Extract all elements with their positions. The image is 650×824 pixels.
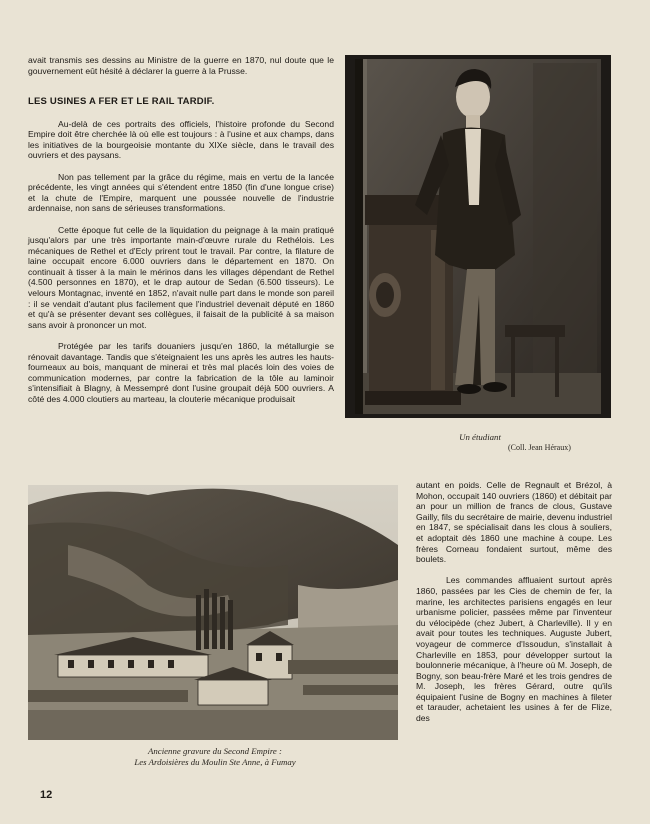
section-heading: LES USINES A FER ET LE RAIL TARDIF. [28,96,215,108]
student-caption: Un étudiant [459,432,501,442]
article-paragraph: autant en poids. Celle de Regnault et Brézol, à Mohon, occupait 140 ouvriers (1860) et débitait par an pour un million de francs de clous, Gustave Gailly, fils du secrétaire de mairie, devenu industriel en 1847, se spécialisait dans les clous à souliers, et adoptait dès 1860 une machine à coupe. Les frères Corneau fondaient surtout, même des boulets. [416,480,612,565]
student-photo-credit: (Coll. Jean Héraux) [508,443,571,452]
mill-caption-line-1: Ancienne gravure du Second Empire : [148,746,282,756]
article-paragraph: avait transmis ses dessins au Ministre de la guerre en 1870, nul doute que le gouvernement eût hésité à déclarer la guerre à la Prusse. [28,55,334,76]
article-paragraph: Protégée par les tarifs douaniers jusqu'en 1860, la métallurgie se rénovait davantage. Tandis que s'éteignaient les uns après les autres les hauts-fourneaux au bois, manquant de minerai et très mal placés loin des voies de communication modernes, par contre la fabrication de la tôle au laminoir s'intensifiait à Blagny, à Messempré dont l'usine groupait déjà 500 ouvriers. A côté des 4.000 cloutiers au marteau, la clouterie mécanique produisait [28,341,334,404]
article-paragraph: Les commandes affluaient surtout après 1860, passées par les Cies de chemin de fer, la marine, les architectes parisiens engagés en leur urbanisme policier, passées même par l'inventeur du vélocipède (chez Jubert, à Charleville). Il y en avait pour toutes les techniques. Auguste Jubert, voyageur de commerce d'Issoudun, s'installait à Charleville en 1853, pour développer surtout la boulonnerie mécanique, à l'heure où M. Joseph, de Bogny, son beau-frère Maré et les trois gendres de M. Joseph, les frères Gérard, outre qu'ils équipaient l'usine de Bogny en machines à fileter et tarauder, achetaient les usines à fer de Flize, des [416,575,612,724]
mill-caption-line-2: Les Ardoisières du Moulin Ste Anne, à Fumay [134,757,296,767]
mill-gravure-image [28,485,398,740]
article-paragraph: Cette époque fut celle de la liquidation du peignage à la main pratiqué jusqu'alors par une très importante main-d'œuvre rurale du Rethélois. Les mécaniques de Rethel et d'Ecly prirent tout le travail. Par contre, la filature de laine occupait encore 6.000 ouvriers dans le département en 1870. On continuait à tisser à la main le mérinos dans les villages dépendant de Rethel (4.500 personnes en 1870), et le drap autour de Sedan (6.500 tisseurs). Le velours Montagnac, inventé en 1852, n'avait nulle part dans le monde son pareil : il se vendait d'autant plus facilement que l'industriel devenait député en 1860 et qu'à se présenter devant ses collègues, il faisait de la publicité à sa maison sans avoir à prononcer un mot. [28,224,334,330]
article-paragraph: Au-delà de ces portraits des officiels, l'histoire profonde du Second Empire doit être cherchée là où elle est toujours : à l'usine et aux champs, dans les initiatives de la bourgeoisie montante du XIXe siècle, dans le travail des ouvriers et des paysans. [28,118,334,161]
student-portrait-photo [345,55,611,418]
mill-gravure-illustration [28,485,398,740]
article-paragraph: Non pas tellement par la grâce du régime, mais en vertu de la lancée précédente, les vingt années qui s'étendent entre 1850 (fin d'une longue crise) et la chute de l'Empire, marquent une poussée nouvelle de l'industrie ardennaise, non sans de sérieuses transformations. [28,171,334,214]
article-right-column [416,480,612,724]
page-number: 12 [40,789,53,801]
article-left-column [28,55,334,405]
student-portrait-illustration [345,55,611,418]
